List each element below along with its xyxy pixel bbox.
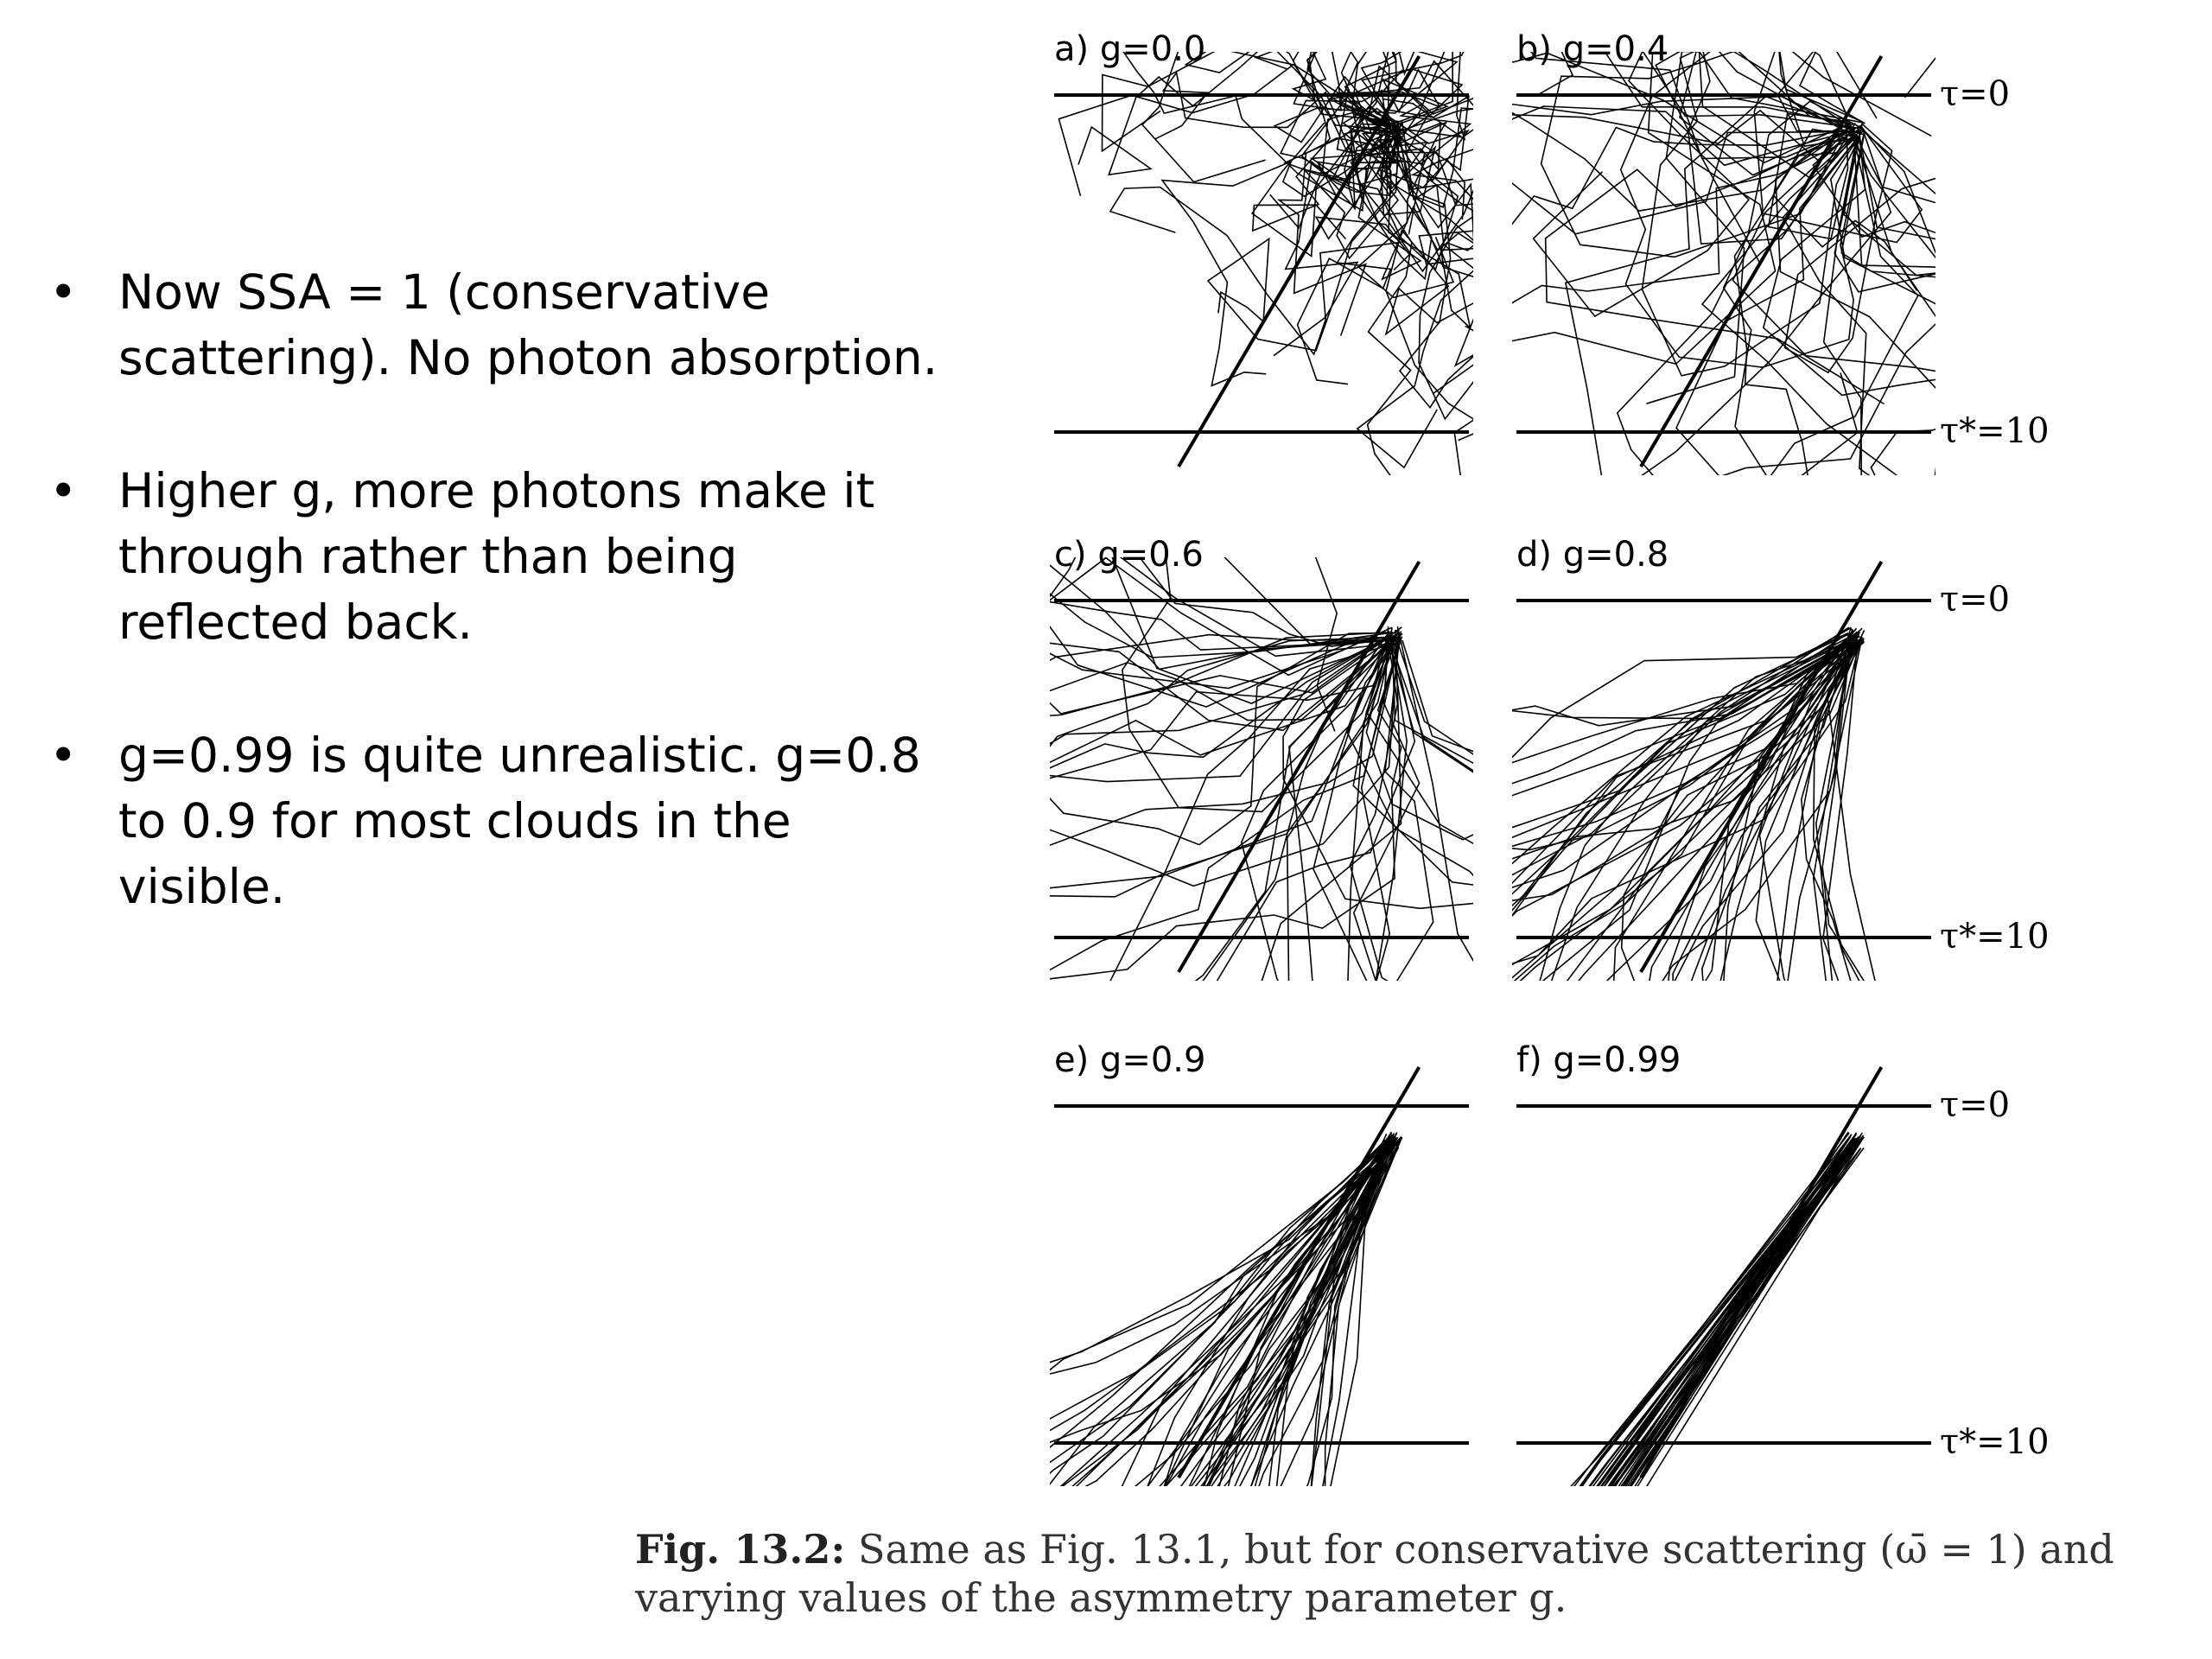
photon-path: [1673, 638, 2195, 1513]
bullet-dot: •: [49, 463, 78, 518]
photon-path: [1702, 637, 1954, 1512]
photon-path: [1844, 17, 2195, 276]
photon-path: [1037, 1144, 1392, 1512]
tau-bottom-label: τ*=10: [1940, 1422, 2050, 1462]
photon-path: [1386, 132, 1585, 365]
photon-path: [1181, 1136, 1860, 1513]
photon-path: [1302, 630, 1856, 1322]
photon-path: [1239, 639, 1863, 1022]
photon-path: [1037, 1137, 1396, 1512]
photon-path: [1814, 634, 2146, 1512]
photon-path: [1037, 35, 1402, 714]
panel-label: c) g=0.6: [1054, 535, 1204, 575]
photon-path: [1853, 17, 2195, 292]
panel-label: b) g=0.4: [1516, 29, 1669, 69]
caption-text: Same as Fig. 13.1, but for conservative scattering (ω̄ = 1) and varying values of the asymmetry parameter g.: [635, 1526, 2114, 1621]
photon-path: [1339, 638, 1856, 1397]
panel-label: a) g=0.0: [1054, 29, 1206, 69]
photon-path: [1128, 1148, 1856, 1512]
bullet-text: Now SSA = 1 (conservative scattering). No photon absorption.: [118, 264, 938, 385]
panel-label: f) g=0.99: [1516, 1040, 1681, 1080]
photon-path: [1155, 1148, 1853, 1512]
panel-label: d) g=0.8: [1516, 535, 1669, 575]
photon-path: [1386, 127, 1504, 438]
photon-path: [1198, 630, 1471, 1497]
photon-path: [1037, 301, 1391, 656]
photon-path: [1037, 315, 1401, 647]
photon-path: [1802, 639, 2195, 1513]
photon-path: [1823, 639, 2106, 1512]
photon-path-panels: [1037, 17, 2195, 1512]
bullet-text: Higher g, more photons make it through rather than being reflected back.: [118, 463, 875, 650]
photon-path-figure: [1037, 17, 2195, 1512]
photon-path: [1154, 1144, 1849, 1512]
photon-path: [1137, 1148, 1861, 1512]
tau-top-label: τ=0: [1940, 1085, 2011, 1125]
photon-path: [1048, 643, 1858, 1300]
photon-path: [1768, 630, 1865, 1512]
photon-path: [1642, 17, 2089, 376]
bullet-item: [39, 458, 946, 655]
incident-beam: [1641, 56, 1881, 467]
bullet-item: [39, 259, 946, 391]
photon-path: [1037, 1139, 1395, 1513]
figure-caption: [635, 1525, 2203, 1622]
photon-path: [1274, 124, 1390, 355]
photon-path: [1841, 135, 2195, 521]
bullet-text: g=0.99 is quite unrealistic. g=0.8 to 0.9 for most clouds in the visible.: [118, 728, 921, 914]
tau-bottom-label: τ*=10: [1940, 411, 2050, 451]
photon-path: [1307, 17, 1388, 122]
photon-path: [1037, 132, 1860, 542]
photon-path: [1145, 1138, 1856, 1512]
bullet-dot: •: [49, 264, 78, 320]
photon-path: [1154, 1135, 1860, 1512]
photon-path: [1172, 634, 1852, 1078]
bullet-list: [39, 259, 946, 987]
incident-beam: [1179, 562, 1419, 972]
photon-path: [1252, 123, 1395, 256]
photon-path: [1289, 633, 1791, 1066]
caption-lead: Fig. 13.2:: [635, 1526, 846, 1573]
photon-path: [1037, 315, 1396, 735]
photon-path: [1855, 137, 2195, 627]
photon-path: [1859, 126, 2124, 306]
photon-path: [1197, 1133, 1863, 1512]
panel-label: e) g=0.9: [1054, 1040, 1206, 1080]
photon-path: [1444, 106, 1855, 360]
tau-top-label: τ=0: [1940, 74, 2011, 114]
tau-top-label: τ=0: [1940, 580, 2011, 620]
photon-path: [1354, 638, 1636, 1363]
photon-path: [1397, 366, 1907, 869]
bullet-dot: •: [49, 728, 78, 783]
bullet-item: [39, 722, 946, 919]
photon-path: [1037, 293, 1388, 650]
photon-path: [1724, 101, 2132, 555]
photon-path: [1037, 1142, 1388, 1512]
photon-path: [1216, 1147, 1856, 1512]
photon-path: [1850, 132, 2088, 879]
photon-path: [1756, 631, 2044, 1512]
photon-path: [1039, 633, 1558, 1163]
photon-path: [1391, 644, 1570, 1222]
photon-path: [1783, 130, 2067, 634]
tau-bottom-label: τ*=10: [1940, 917, 2050, 957]
photon-path: [1037, 632, 1853, 1096]
photon-path: [1173, 1136, 1851, 1512]
